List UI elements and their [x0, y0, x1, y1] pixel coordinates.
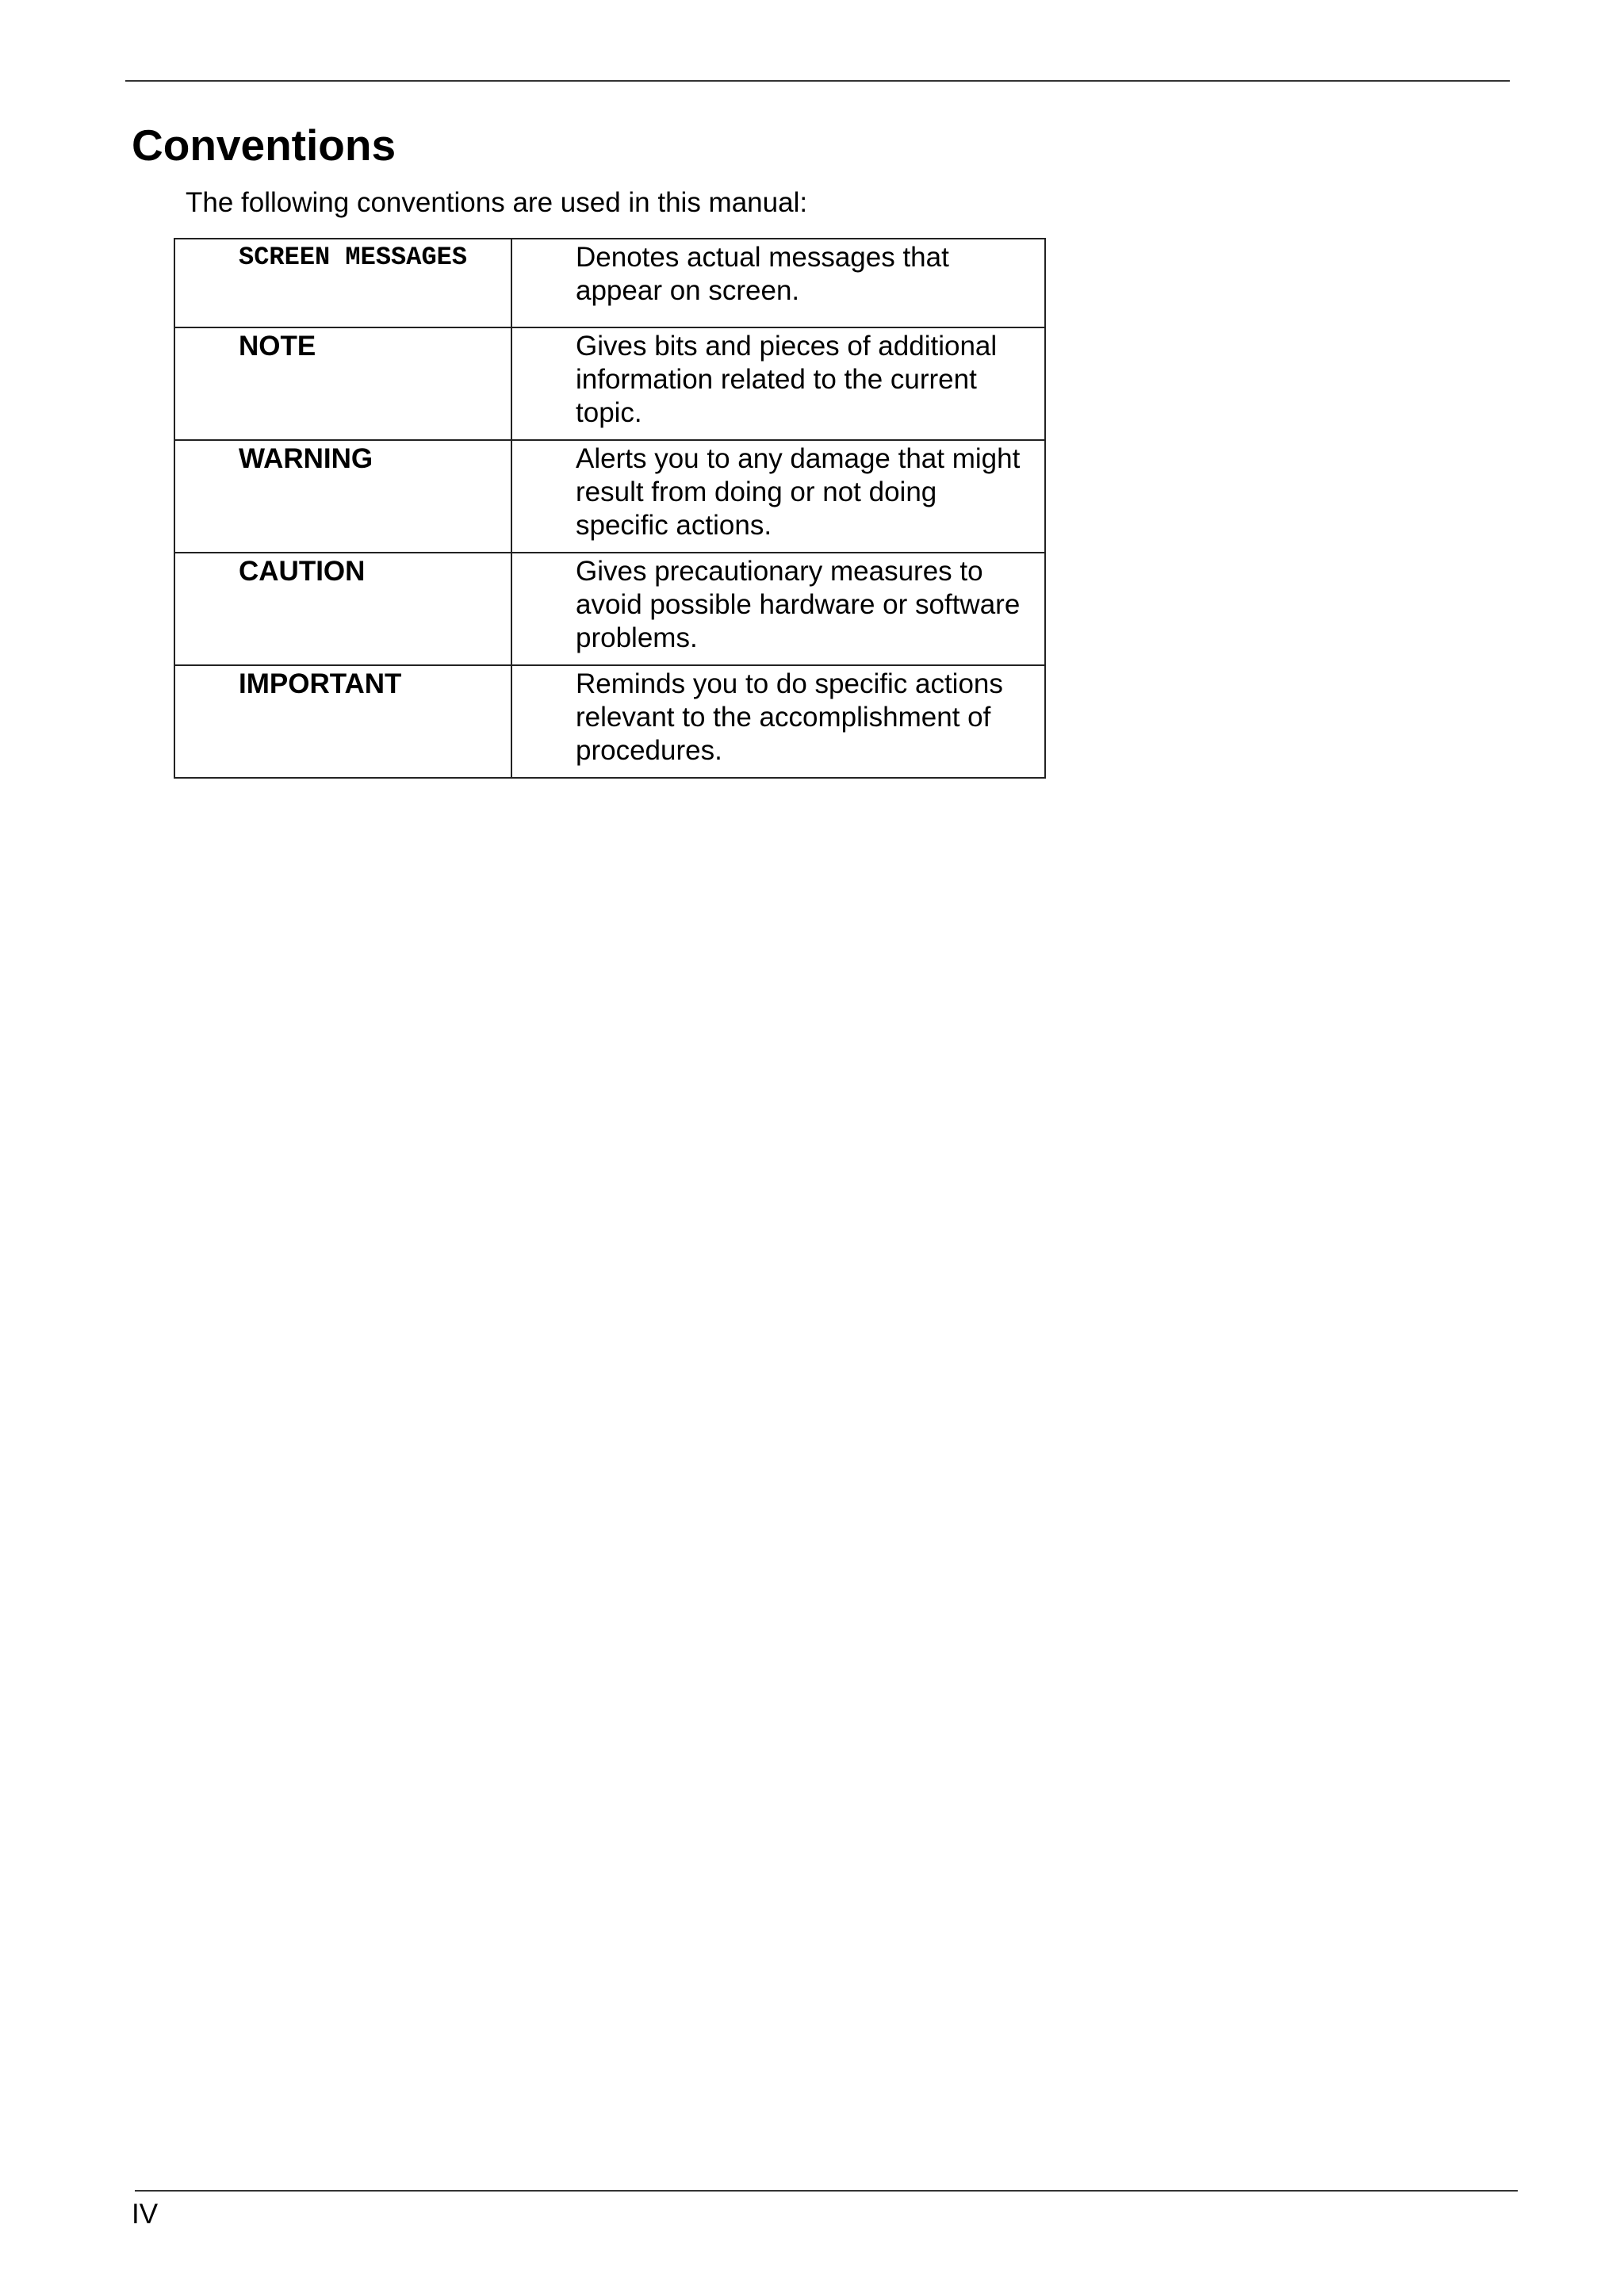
convention-term: SCREEN MESSAGES: [174, 239, 511, 327]
intro-text: The following conventions are used in this manual:: [186, 187, 808, 218]
convention-description: Gives precautionary measures to avoid possible hardware or software problems.: [511, 553, 1045, 665]
convention-description: Alerts you to any damage that might result from doing or not doing specific actions.: [511, 440, 1045, 553]
table-row: [174, 440, 1045, 553]
header-rule: [125, 80, 1510, 82]
page-number: IV: [132, 2199, 159, 2230]
table-row: [174, 327, 1045, 440]
footer-rule: [135, 2190, 1518, 2192]
conventions-table: [174, 238, 1046, 779]
convention-term: WARNING: [174, 440, 511, 553]
convention-description: Denotes actual messages that appear on screen.: [511, 239, 1045, 327]
convention-term: CAUTION: [174, 553, 511, 665]
convention-description: Reminds you to do specific actions relevant to the accomplishment of procedures.: [511, 665, 1045, 778]
convention-term: NOTE: [174, 327, 511, 440]
table-row: [174, 239, 1045, 327]
table-row: [174, 553, 1045, 665]
table-row: [174, 665, 1045, 778]
convention-term: IMPORTANT: [174, 665, 511, 778]
convention-description: Gives bits and pieces of additional information related to the current topic.: [511, 327, 1045, 440]
page-title: Conventions: [132, 121, 396, 170]
